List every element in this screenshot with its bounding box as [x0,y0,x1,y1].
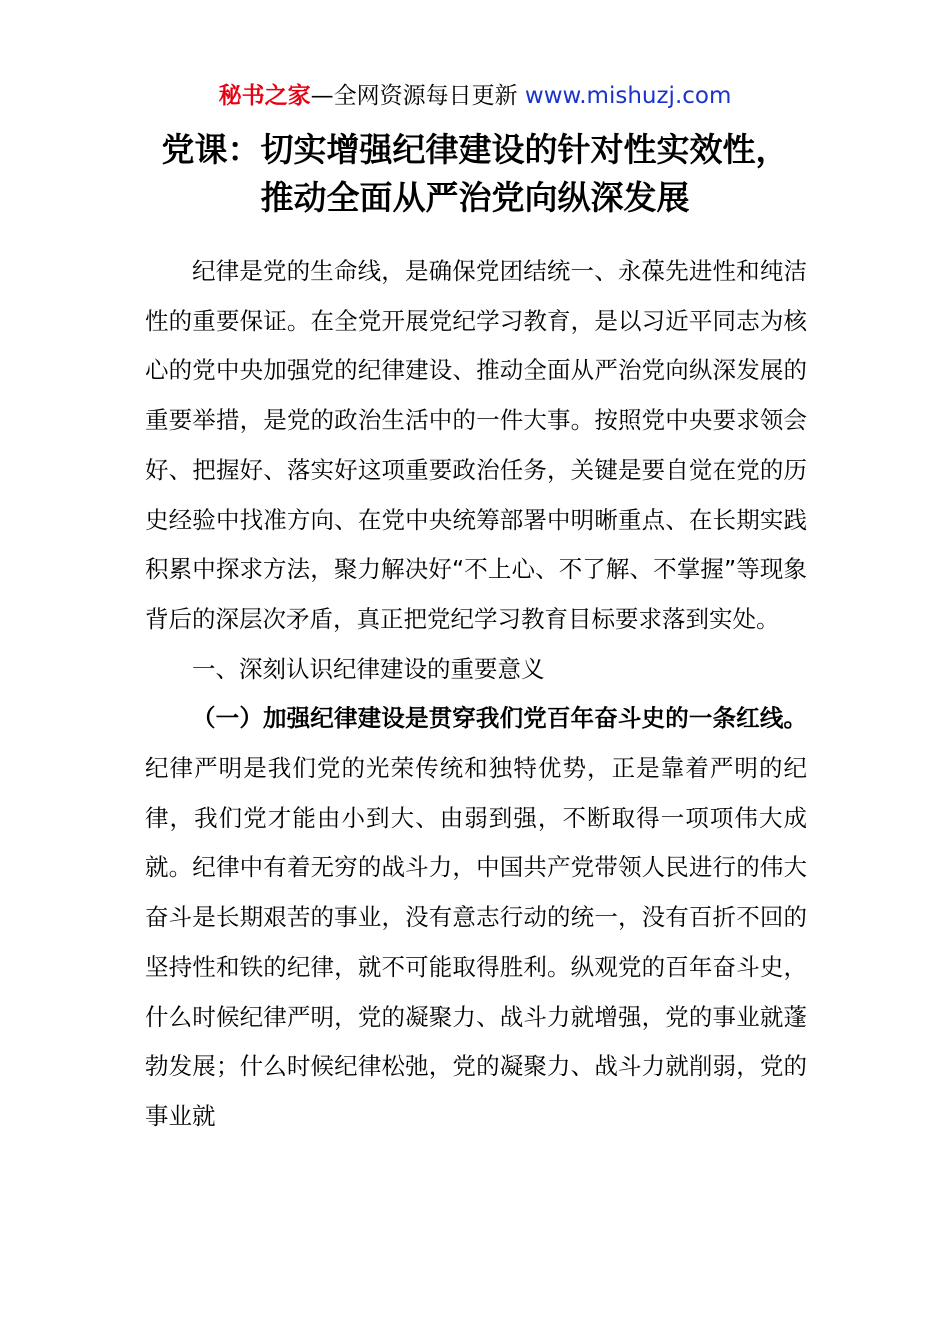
section-heading-1: 一、深刻认识纪律建设的重要意义 [192,654,545,683]
document-title: 党课：切实增强纪律建设的针对性实效性，推动全面从严治党向纵深发展 [161,130,789,217]
document-body [145,247,807,1142]
header-tagline: —全网资源每日更新 [310,83,525,109]
subsection-paragraph-1 [145,694,807,1141]
intro-paragraph: 纪律是党的生命线，是确保党团结统一、永葆先进性和纯洁性的重要保证。在全党开展党纪学习教育，是以习近平同志为核心的党中央加强党的纪律建设、推动全面从严治党向纵深发展的重要举措，是党的政治生活中的一件大事。按照党中央要求领会好、把握好、落实好这项重要政治任务，关键是要自觉在党的历史经验中找准方向、在党中央统筹部署中明晰重点、在长期实践积累中探求方法，聚力解决好“不上心、不了解、不掌握”等现象背后的深层次矛盾，真正把党纪学习教育目标要求落到实处。 [145,257,807,633]
subsection-text-1: 纪律严明是我们党的光荣传统和独特优势，正是靠着严明的纪律，我们党才能由小到大、由弱到强，不断取得一项项伟大成就。纪律中有着无穷的战斗力，中国共产党带领人民进行的伟大奋斗是长期艰苦的事业，没有意志行动的统一，没有百折不回的坚持性和铁的纪律，就不可能取得胜利。纵观党的百年奋斗史，什么时候纪律严明，党的凝聚力、战斗力就增强，党的事业就蓬勃发展；什么时候纪律松弛，党的凝聚力、战斗力就削弱，党的事业就 [145,754,807,1130]
subsection-heading-1: （一）加强纪律建设是贯穿我们党百年奋斗史的一条红线。 [192,704,807,733]
site-header [0,80,950,112]
brand-name: 秘书之家 [218,83,311,109]
site-url: www.mishuzj.com [524,83,732,109]
